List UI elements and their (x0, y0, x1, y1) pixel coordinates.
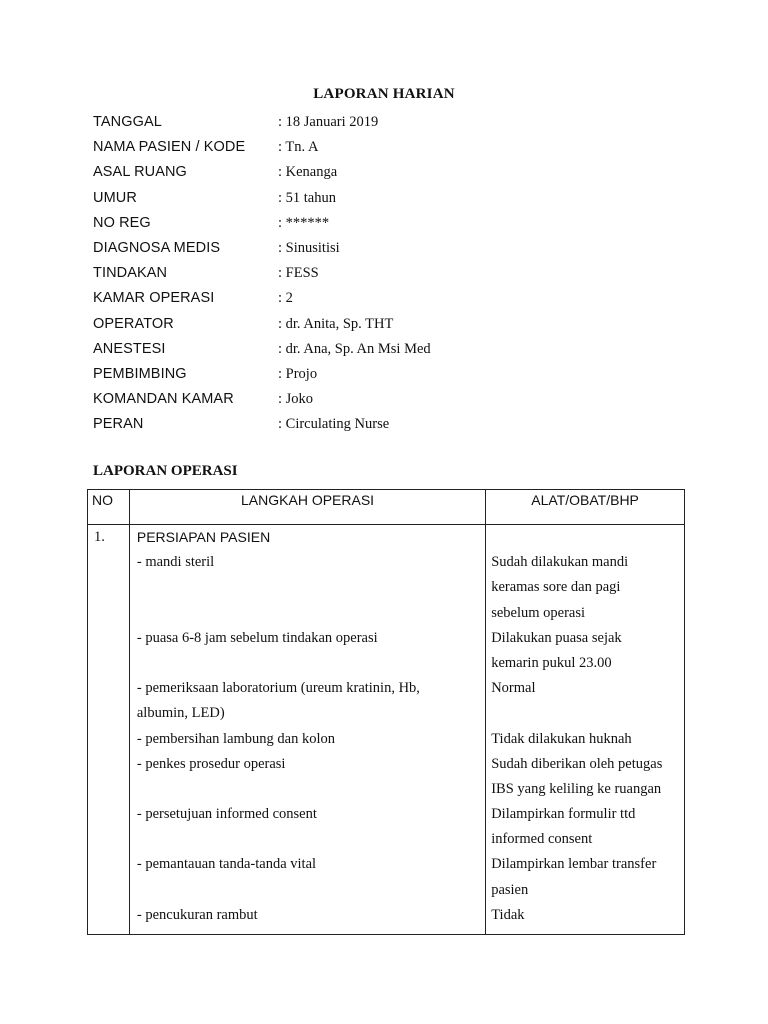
info-value: : FESS (278, 265, 319, 282)
info-value: : Kenanga (278, 164, 338, 181)
tool-line: Dilampirkan formulir ttd (491, 806, 636, 823)
info-row (93, 337, 653, 362)
tool-line: Tidak dilakukan huknah (491, 730, 632, 747)
step-cell (129, 525, 485, 935)
info-value: : 2 (278, 290, 293, 307)
header-tool: ALAT/OBAT/BHP (486, 490, 685, 525)
info-label: PERAN (93, 416, 144, 433)
tool-line: Sudah diberikan oleh petugas (491, 755, 663, 772)
step-line (130, 827, 485, 852)
patient-info (93, 110, 653, 437)
step-line: - pembersihan lambung dan kolon (136, 730, 335, 747)
info-label: UMUR (93, 189, 137, 206)
row-number: 1. (88, 525, 130, 935)
step-line: - persetujuan informed consent (136, 806, 317, 823)
info-label: KOMANDAN KAMAR (93, 391, 234, 408)
step-line: albumin, LED) (136, 705, 225, 722)
info-row (93, 186, 653, 211)
tool-line: keramas sore dan pagi (491, 579, 621, 596)
table-row (88, 525, 685, 935)
info-label: ANESTESI (93, 340, 166, 357)
info-row (93, 110, 653, 135)
tool-line: informed consent (491, 831, 593, 848)
info-row (93, 236, 653, 261)
step-line (130, 777, 485, 802)
tool-line: sebelum operasi (491, 604, 586, 621)
info-value: : 18 Januari 2019 (278, 114, 379, 130)
info-value: : Circulating Nurse (278, 416, 390, 433)
info-value: : 51 tahun (278, 189, 336, 206)
info-value: : ****** (278, 214, 330, 231)
info-row (93, 261, 653, 286)
header-step: LANGKAH OPERASI (129, 490, 485, 525)
tool-line: Sudah dilakukan mandi (491, 554, 629, 571)
info-label: ASAL RUANG (93, 164, 187, 181)
info-value: : Tn. A (278, 139, 319, 156)
info-label: OPERATOR (93, 315, 174, 332)
step-line: - mandi steril (136, 554, 215, 571)
section-title: LAPORAN OPERASI (93, 463, 238, 479)
info-row (93, 135, 653, 160)
tool-line: Dilakukan puasa sejak (491, 629, 622, 646)
step-line: - penkes prosedur operasi (136, 755, 286, 772)
info-label: PEMBIMBING (93, 365, 187, 382)
info-row (93, 286, 653, 311)
info-value: : dr. Anita, Sp. THT (278, 315, 394, 332)
tool-line: Dilampirkan lembar transfer (491, 856, 657, 873)
page-title: LAPORAN HARIAN (313, 86, 455, 102)
info-label: NO REG (93, 214, 151, 231)
info-row (93, 312, 653, 337)
info-value: : dr. Ana, Sp. An Msi Med (278, 340, 431, 357)
tool-line: kemarin pukul 23.00 (491, 654, 612, 671)
info-label: TINDAKAN (93, 265, 168, 282)
header-no: NO (88, 490, 130, 525)
step-line: - pemeriksaan laboratorium (ureum kratinin, Hb, (136, 680, 420, 697)
tool-line: Tidak (491, 906, 525, 923)
step-line (130, 601, 485, 626)
step-line (130, 878, 485, 903)
info-label: TANGGAL (93, 114, 162, 130)
info-value: : Sinusitisi (278, 239, 340, 256)
step-line: PERSIAPAN PASIEN (136, 529, 271, 545)
info-value: : Joko (278, 391, 314, 408)
tool-line: Normal (491, 680, 536, 697)
info-row (93, 412, 653, 437)
operation-table (87, 489, 685, 935)
step-line: - puasa 6-8 jam sebelum tindakan operasi (136, 629, 378, 646)
info-row (93, 387, 653, 412)
tool-line: IBS yang keliling ke ruangan (491, 780, 662, 797)
step-line: - pencukuran rambut (136, 906, 258, 923)
info-row (93, 211, 653, 236)
info-row (93, 160, 653, 185)
info-label: DIAGNOSA MEDIS (93, 239, 221, 256)
step-line: - pemantauan tanda-tanda vital (136, 856, 317, 873)
tool-cell (486, 525, 685, 935)
table-header-row (88, 490, 685, 525)
info-value: : Projo (278, 365, 318, 382)
info-row (93, 362, 653, 387)
tool-line (486, 701, 684, 726)
tool-line: pasien (491, 881, 529, 898)
step-line (130, 575, 485, 600)
step-line (130, 651, 485, 676)
info-label: KAMAR OPERASI (93, 290, 215, 307)
info-label: NAMA PASIEN / KODE (93, 139, 246, 156)
